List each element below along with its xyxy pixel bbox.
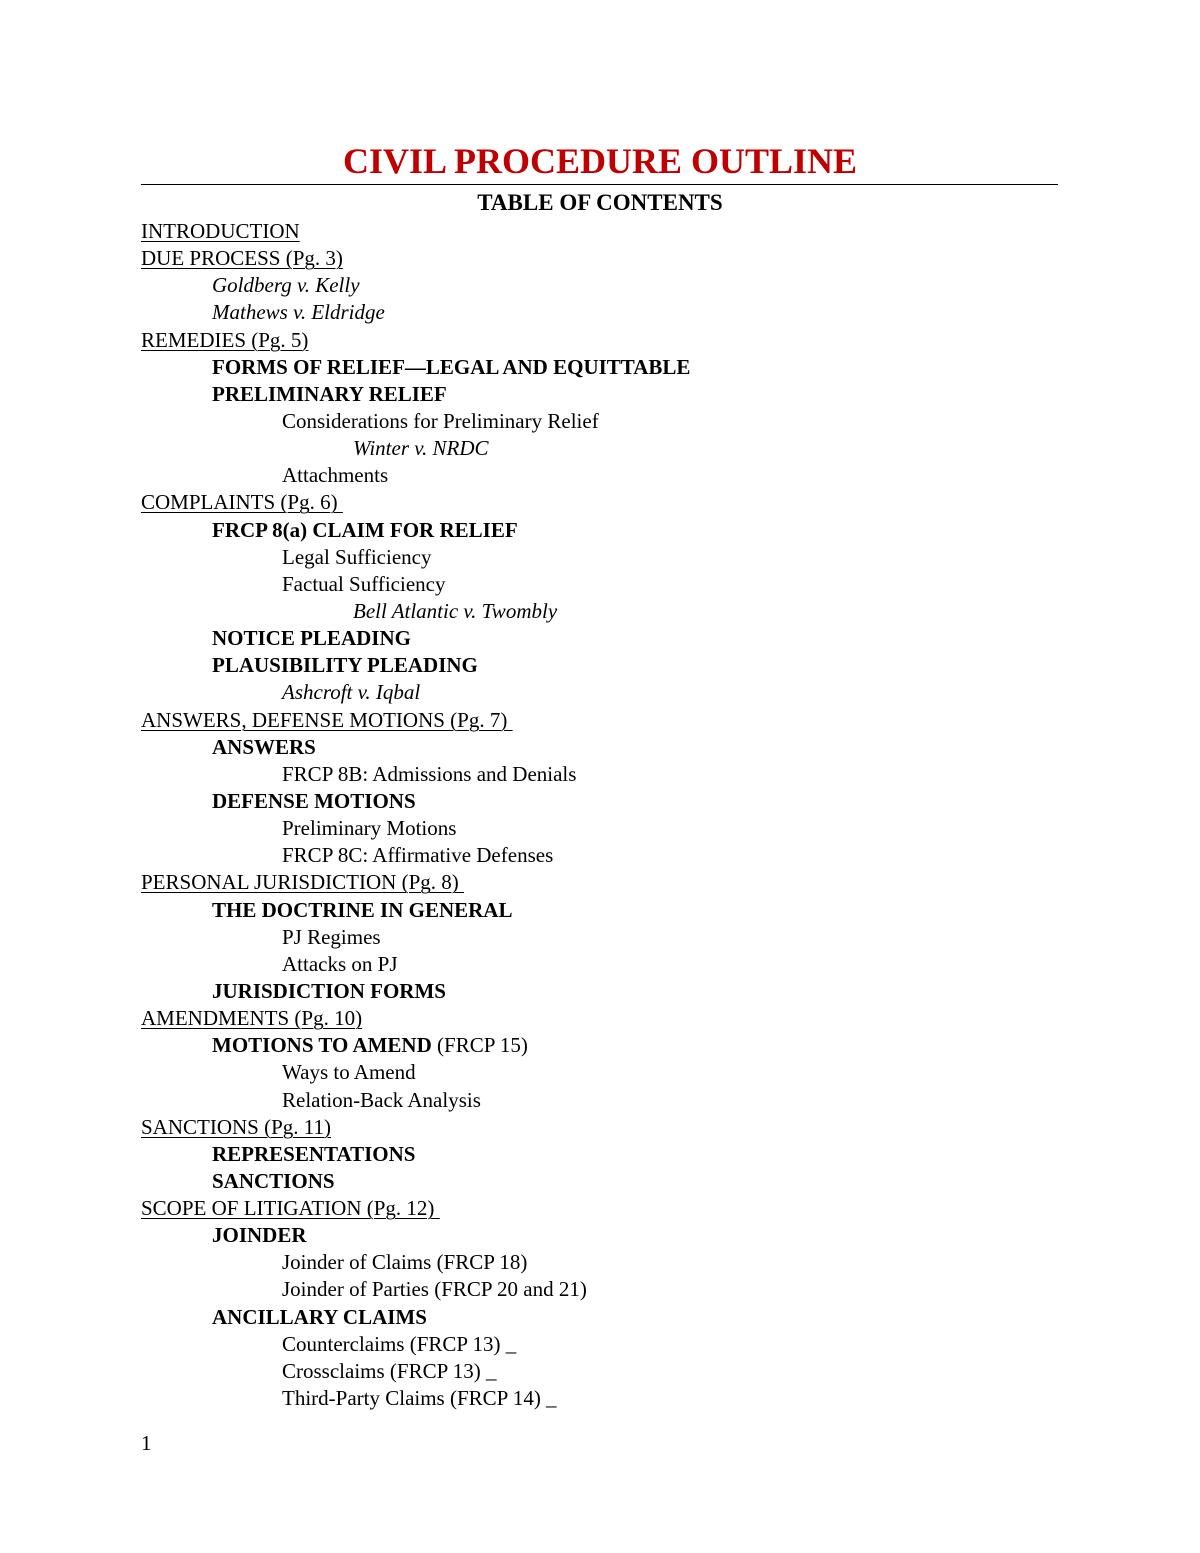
toc-entry <box>141 1168 690 1195</box>
toc-entry <box>141 924 690 951</box>
toc-entry-text: DEFENSE MOTIONS <box>212 788 416 813</box>
document-title: CIVIL PROCEDURE OUTLINE <box>342 141 858 181</box>
toc-entry-text: THE DOCTRINE IN GENERAL <box>212 897 513 922</box>
toc-entry-text: Joinder of Claims (FRCP 18) <box>282 1250 528 1275</box>
toc-entry <box>141 435 690 462</box>
toc-entry <box>141 272 690 299</box>
toc-entry-suffix: (FRCP 15) <box>431 1033 528 1058</box>
toc-entry <box>141 1276 690 1303</box>
toc-entry-text: Mathews v. Eldridge <box>212 300 385 325</box>
toc-entry <box>141 625 690 652</box>
toc-entry <box>141 652 690 679</box>
toc-entry <box>141 381 690 408</box>
toc-entry <box>141 1059 690 1086</box>
toc-entry <box>141 462 690 489</box>
toc-entry-text: Legal Sufficiency <box>282 544 432 569</box>
toc-section-link[interactable] <box>141 218 690 245</box>
toc-entry-text: Considerations for Preliminary Relief <box>282 408 599 433</box>
toc-entry-text: PERSONAL JURISDICTION (Pg. 8) <box>141 870 464 895</box>
toc-section-link[interactable] <box>141 869 690 896</box>
toc-entry-text: MOTIONS TO AMEND <box>212 1033 432 1058</box>
toc-heading: TABLE OF CONTENTS <box>477 190 723 215</box>
toc-entry-text: INTRODUCTION <box>141 219 300 243</box>
page-number: 1 <box>141 1431 152 1455</box>
toc-entry-text: JOINDER <box>212 1223 307 1248</box>
toc-entry-text: Goldberg v. Kelly <box>212 273 360 298</box>
toc-section-link[interactable] <box>141 1195 690 1222</box>
toc-entry-text: SANCTIONS <box>212 1168 335 1193</box>
toc-entry-text: Preliminary Motions <box>282 816 457 841</box>
toc-entry <box>141 978 690 1005</box>
toc-entry-text: PRELIMINARY RELIEF <box>212 381 447 406</box>
toc-entry-text: PLAUSIBILITY PLEADING <box>212 653 478 678</box>
toc-entry <box>141 734 690 761</box>
toc-entry-text: Joinder of Parties (FRCP 20 and 21) <box>282 1277 587 1302</box>
toc-entry-text: Bell Atlantic v. Twombly <box>353 598 558 623</box>
toc-entry <box>141 544 690 571</box>
toc-entry-text: ANSWERS <box>212 734 316 759</box>
toc-entry-text: COMPLAINTS (Pg. 6) <box>141 490 343 515</box>
toc-entry-text: NOTICE PLEADING <box>212 626 411 651</box>
toc-entry-text: FRCP 8B: Admissions and Denials <box>282 761 577 786</box>
toc-entry-text: Counterclaims (FRCP 13) _ <box>282 1331 517 1356</box>
toc-entry-text: JURISDICTION FORMS <box>212 978 446 1003</box>
toc-entry <box>141 1358 690 1385</box>
toc-entry <box>141 815 690 842</box>
toc-entry-text: Attachments <box>282 463 389 488</box>
toc-entry-text: ANSWERS, DEFENSE MOTIONS (Pg. 7) <box>141 707 513 732</box>
toc-entry-text: AMENDMENTS (Pg. 10) <box>141 1006 363 1031</box>
toc-entry <box>141 1032 690 1059</box>
toc-entry-text: Ways to Amend <box>282 1060 416 1085</box>
toc-entry-text: FRCP 8C: Affirmative Defenses <box>282 843 554 868</box>
toc-entry <box>141 517 690 544</box>
toc-section-link[interactable] <box>141 245 690 272</box>
toc-entry-text: Crossclaims (FRCP 13) _ <box>282 1358 497 1383</box>
toc-entry <box>141 1385 690 1412</box>
toc-section-link[interactable] <box>141 1005 690 1032</box>
toc-entry-text: PJ Regimes <box>282 924 381 949</box>
table-of-contents <box>141 218 690 1412</box>
toc-section-link[interactable] <box>141 1114 690 1141</box>
toc-section-link[interactable] <box>141 489 690 516</box>
toc-entry-text: ANCILLARY CLAIMS <box>212 1304 427 1329</box>
toc-entry <box>141 951 690 978</box>
toc-section-link[interactable] <box>141 327 690 354</box>
toc-entry-text: REMEDIES (Pg. 5) <box>141 327 309 352</box>
toc-entry <box>141 1141 690 1168</box>
toc-entry <box>141 1331 690 1358</box>
toc-entry <box>141 679 690 706</box>
toc-entry <box>141 598 690 625</box>
toc-entry-text: Third-Party Claims (FRCP 14) _ <box>282 1386 557 1411</box>
toc-entry <box>141 1304 690 1331</box>
toc-entry-text: Factual Sufficiency <box>282 571 446 596</box>
toc-entry <box>141 761 690 788</box>
toc-entry-text: FORMS OF RELIEF—LEGAL AND EQUITTABLE <box>212 354 691 379</box>
toc-entry <box>141 1249 690 1276</box>
toc-entry-text: REPRESENTATIONS <box>212 1141 416 1166</box>
toc-entry-text: Relation-Back Analysis <box>282 1087 481 1112</box>
toc-entry <box>141 788 690 815</box>
toc-entry <box>141 299 690 326</box>
toc-entry-text: FRCP 8(a) CLAIM FOR RELIEF <box>212 517 518 542</box>
toc-entry-text: SCOPE OF LITIGATION (Pg. 12) <box>141 1196 440 1221</box>
toc-entry-text: Attacks on PJ <box>282 951 398 976</box>
toc-entry <box>141 1087 690 1114</box>
toc-entry <box>141 571 690 598</box>
toc-entry <box>141 1222 690 1249</box>
toc-entry <box>141 354 690 381</box>
toc-entry-text: Winter v. NRDC <box>353 436 489 461</box>
toc-entry-text: SANCTIONS (Pg. 11) <box>141 1114 331 1139</box>
toc-entry <box>141 842 690 869</box>
toc-entry <box>141 897 690 924</box>
toc-entry <box>141 408 690 435</box>
title-divider <box>141 184 1058 185</box>
toc-entry-text: DUE PROCESS (Pg. 3) <box>141 246 343 271</box>
toc-section-link[interactable] <box>141 707 690 734</box>
toc-entry-text: Ashcroft v. Iqbal <box>282 680 421 705</box>
